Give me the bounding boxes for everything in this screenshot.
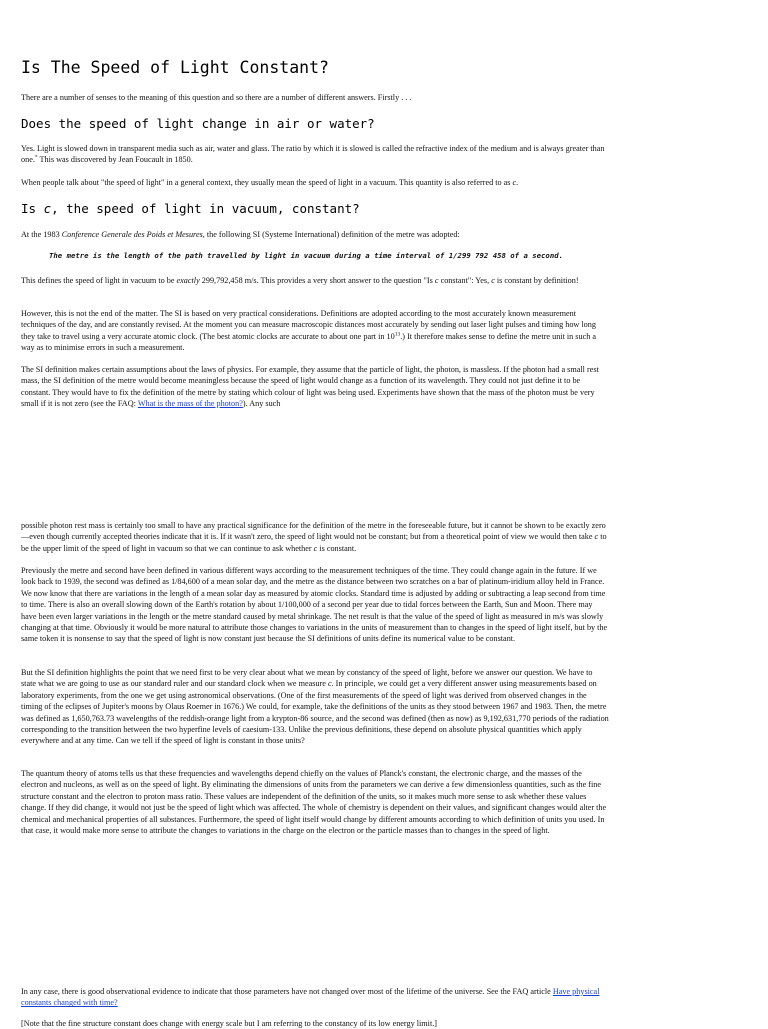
paragraph-conference: At the 1983 Conference Generale des Poids et Mesures, the following SI (Systeme International) definition of the metre was adopted: [21, 230, 460, 239]
footnote-marker: * [34, 154, 38, 161]
paragraph-observational-evidence: In any case, there is good observational evidence to indicate that those parameters have not changed over most of the lifetime of the universe. See the FAQ article Have physical constants changed with time? [21, 987, 600, 1008]
section-heading-c-constant: Is c, the speed of light in vacuum, constant? [21, 201, 360, 216]
page-title: Is The Speed of Light Constant? [21, 58, 329, 77]
paragraph-photon-mass: possible photon rest mass is certainly too small to have any practical significance for the definition of the metre in the foreseeable future, but it cannot be shown to be exactly zero—even though currently accepted theories indicate that it is. If it wasn't zero, the speed of light would not be constant; but from a theoretical point of view we would then take c to be the upper limit of the speed of light in vacuum so that we can continue to ask whether c is constant. [21, 521, 607, 553]
paragraph-refraction: Yes. Light is slowed down in transparent media such as air, water and glass. The ratio by which it is slowed is called the refractive index of the medium and is always greater than one.* This was discovered by Jean Foucault in 1850. [21, 144, 605, 165]
intro-paragraph: There are a number of senses to the meaning of this question and so there are a number of different answers. Firstly . . . [21, 93, 412, 102]
paragraph-si-assumptions: The SI definition makes certain assumptions about the laws of physics. For example, they assume that the particle of light, the photon, is massless. If the photon had a small rest mass, the SI definition of the metre would become meaningless because the speed of light would change as a function of its wavelength. They could not just define it to be constant. They would have to fix the definition of the metre by stating which colour of light was being used. Experiments have shown that the mass of the photon must be very small if it is not zero (see the FAQ: What is the mass of the photon?). Any such [21, 365, 599, 409]
photon-mass-link[interactable]: What is the mass of the photon? [137, 399, 243, 409]
paragraph-vacuum: When people talk about "the speed of light" in a general context, they usually mean the speed of light in a vacuum. This quantity is also referred to as c. [21, 178, 519, 187]
paragraph-quantum-theory: The quantum theory of atoms tells us that these frequencies and wavelengths depend chiefly on the values of Planck's constant, the electronic charge, and the masses of the electron and nucleons, as well as on the speed of light. By eliminating the dimensions of units from the parameters we can derive a few dimensionless quantities, such as the fine structure constant and the electron to proton mass ratio. These values are independent of the definition of the units, so it makes much more sense to ask whether these values change. If they did change, it would not just be the speed of light which was affected. The whole of chemistry is dependent on their values, and significant changes would alter the chemical and mechanical properties of all substances. Furthermore, the speed of light itself would change by different amounts according to which definition of units you used. In that case, it would make more sense to attribute the changes to variations in the charge on the electron or the particle masses than to changes in the speed of light. [21, 769, 607, 836]
paragraph-exact-speed: This defines the speed of light in vacuum to be exactly 299,792,458 m/s. This provides a very short answer to the question "Is c constant": Yes, c is constant by definition! [21, 276, 579, 285]
physical-constants-link[interactable]: Have physical constants changed with time? [21, 987, 600, 1008]
paragraph-si-highlights: But the SI definition highlights the point that we need first to be very clear about what we mean by constancy of the speed of light, before we answer our question. We have to state what we are going to use as our standard ruler and our standard clock when we measure c. In principle, we could get a very different answer using measurements based on laboratory experiments, from the one we get using astronomical observations. (One of the first measurements of the speed of light was derived from observed changes in the timing of the eclipses of Jupiter's moons by Olaus Roemer in 1676.) We could, for example, take the definitions of the units as they stood between 1967 and 1983. Then, the metre was defined as 1,650,763.73 wavelengths of the reddish-orange light from a krypton-86 source, and the second was defined (then as now) as 9,192,631,770 periods of the radiation corresponding to the transition between the two hyperfine levels of caesium-133. Unlike the previous definitions, these depend on absolute physical quantities which apply everywhere and at any time. Can we tell if the speed of light is constant in those units? [21, 668, 609, 746]
section-heading-air-water: Does the speed of light change in air or water? [21, 116, 375, 131]
paragraph-si-practical: However, this is not the end of the matter. The SI is based on very practical considerations. Definitions are adopted according to the most accurately known measurement techniques of the day, and are constantly revised. At the moment you can measure macroscopic distances most accurately by sending out laser light pulses and timing how long they take to travel using a very accurate atomic clock. (The best atomic clocks are accurate to about one part in $10^{13}$.) It therefore makes sense to define the metre unit in such a way as to minimise errors in such a measurement. [21, 309, 596, 353]
paragraph-note: [Note that the fine structure constant does change with energy scale but I am referring to the constancy of its low energy limit.] [21, 1019, 437, 1028]
paragraph-previous-definitions: Previously the metre and second have been defined in various different ways according to the measurement techniques of the time. They could change again in the future. If we look back to 1939, the second was defined as 1/84,600 of a mean solar day, and the metre as the distance between two scratches on a bar of platinum-iridium alloy held in France. We now know that there are variations in the length of a mean solar day as measured by atomic clocks. Standard time is adjusted by adding or subtracting a leap second from time to time. There is also an overall slowing down of the Earth's rotation by about 1/100,000 of a second per year due to tidal forces between the Earth, Sun and Moon. There may have been even larger variations in the length or the metre standard caused by metal shrinkage. The net result is that the value of the speed of light as measured in m/s was slowly changing at that time. Obviously it would be more natural to attribute those changes to variations in the units of measurement than to changes in the speed of light itself, but by the same token it is nonsense to say that the speed of light is now constant just because the SI definitions of units define its numerical value to be constant. [21, 566, 608, 644]
metre-definition: The metre is the length of the path travelled by light in vacuum during a time interval of 1/299 792 458 of a second. [49, 251, 563, 260]
